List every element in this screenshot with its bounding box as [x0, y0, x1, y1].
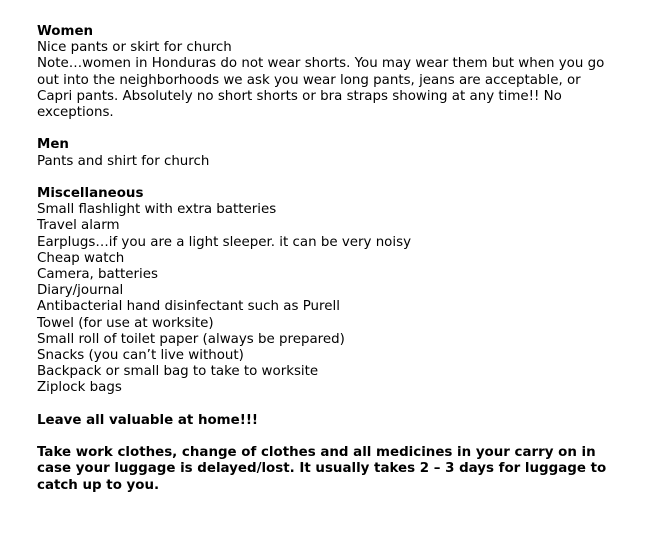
list-item: Ziplock bags — [37, 380, 122, 396]
list-item: Diary/journal — [37, 283, 124, 299]
section-spacer — [37, 429, 657, 445]
list-item: Snacks (you can’t live without) — [37, 348, 244, 364]
section-spacer — [37, 397, 657, 413]
list-item: Small roll of toilet paper (always be prepared) — [37, 331, 345, 347]
valuables-warning: Leave all valuable at home!!! — [37, 412, 259, 428]
miscellaneous-section — [37, 186, 657, 397]
women-section — [37, 24, 657, 121]
list-item: Cheap watch — [37, 250, 125, 266]
women-dress-note: Note…women in Honduras do not wear shorts. You may wear them but when you go out into the neighborhoods we ask you wear long pants, jeans are acceptable, or Capri pants. Absolutely no short shorts or bra straps showing at any time!! No exceptions. — [37, 56, 605, 121]
carry-on-advice: Take work clothes, change of clothes and all medicines in your carry on in case your luggage is delayed/lost. It usually takes 2 – 3 days for luggage to catch up to you. — [37, 445, 607, 493]
section-spacer — [37, 121, 657, 137]
men-church-attire: Pants and shirt for church — [37, 153, 210, 169]
list-item: Travel alarm — [37, 218, 120, 234]
list-item: Towel (for use at worksite) — [37, 315, 214, 331]
list-item: Small flashlight with extra batteries — [37, 202, 277, 218]
women-heading: Women — [37, 24, 94, 39]
packing-list-document — [37, 24, 657, 494]
men-heading: Men — [37, 137, 69, 153]
section-spacer — [37, 170, 657, 186]
list-item: Earplugs…if you are a light sleeper. it can be very noisy — [37, 234, 411, 250]
list-item: Backpack or small bag to take to worksite — [37, 364, 319, 380]
list-item: Camera, batteries — [37, 267, 158, 283]
men-section — [37, 137, 657, 169]
women-church-attire: Nice pants or skirt for church — [37, 40, 232, 56]
miscellaneous-heading: Miscellaneous — [37, 186, 144, 201]
list-item: Antibacterial hand disinfectant such as Purell — [37, 299, 340, 315]
